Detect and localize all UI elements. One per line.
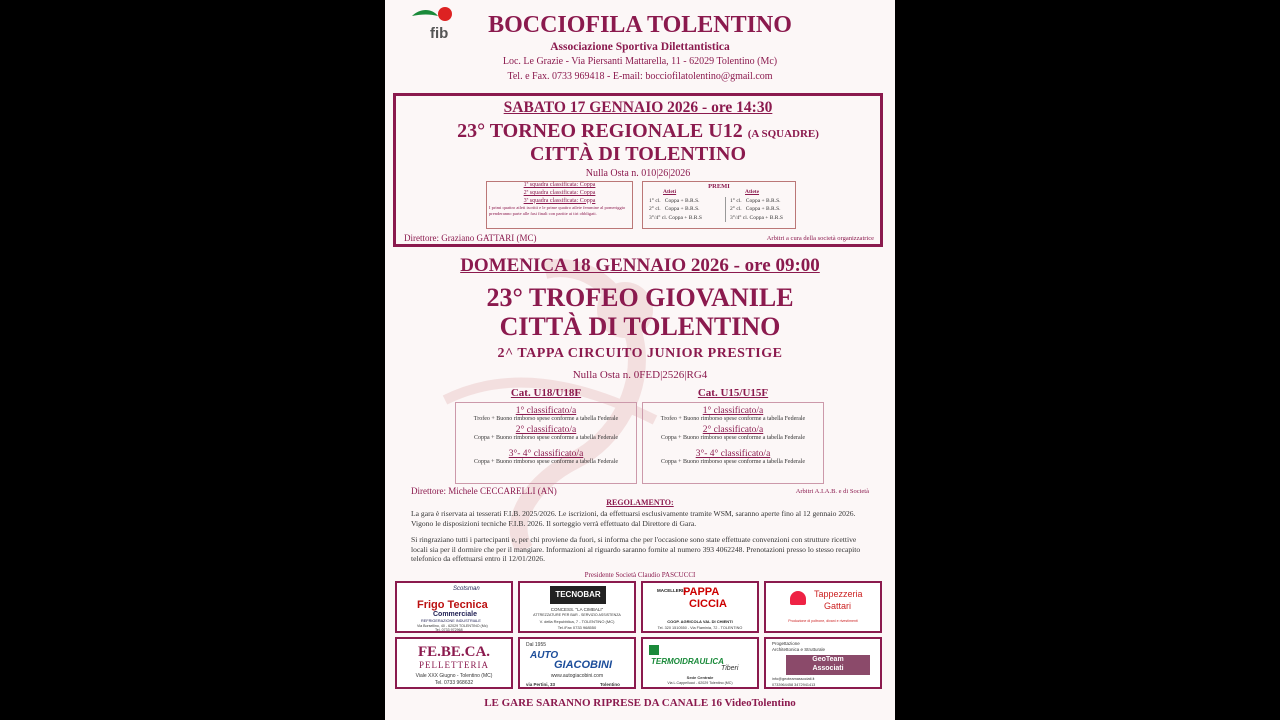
prize-place: 2° classificato/a (515, 425, 577, 435)
event1-referees: Arbitri a cura della società organizzatrice (766, 235, 874, 242)
sponsor-name1: GeoTeam (812, 656, 844, 663)
premi-title: PREMI (708, 183, 730, 190)
footer-broadcast-note: LE GARE SARANNO RIPRESE DA CANALE 16 VideoTolentino (484, 697, 796, 709)
sponsor-name2: GIACOBINI (554, 659, 613, 671)
prize-desc: Trofeo + Buono rimborso spese conforme a tabella Federale (660, 416, 806, 422)
event2-title (385, 283, 895, 341)
sponsor-name2: Gattari (824, 601, 852, 611)
event1-box (393, 93, 883, 247)
event1-individual-prizes (642, 181, 796, 229)
event1-title-main: 23° TORNEO REGIONALE U12 (457, 120, 743, 142)
atlete-row: 3°/4° cl. Coppa + B.R.S (730, 214, 783, 221)
event1-director: Direttore: Graziano GATTARI (MC) (404, 233, 537, 243)
sponsor-tel: Tel. 0733 972968 (435, 628, 463, 632)
atlete-row: 2° cl. Coppa + B.R.S. (730, 206, 781, 213)
sponsor-tappezzeria-gattari (764, 581, 882, 633)
team-prize-3: 3ª squadra classificata: Coppa (523, 197, 596, 204)
sponsor-autogiacobini (518, 637, 636, 689)
sponsor-mail: info@geoteamassociati.it (772, 677, 815, 681)
team-prize-note: I primi quattro atleti iscritti e le prime quattro atlete femmine al pomeriggio prenderanno parte alle fasi finali con partite ai tiri obbligati. (489, 205, 626, 217)
svg-text:fib: fib (430, 25, 449, 42)
prize-desc: Coppa + Buono rimborso spese conforme a tabella Federale (660, 459, 805, 465)
atleti-row: 1° cl. Coppa + B.R.S. (649, 198, 700, 204)
geoteam-banner (786, 655, 870, 675)
sponsor-line1: CONCESS. "LA CIMBALI" (550, 607, 604, 612)
regolamento-title: REGOLAMENTO: (606, 498, 674, 507)
atleti-row: 3°/4° cl. Coppa + B.R.S (649, 214, 702, 221)
sponsor-name: FE.BE.CA. (417, 644, 491, 660)
atlete-list (725, 197, 798, 222)
category-u18-prizes (455, 402, 637, 484)
regolamento-p2: Si ringraziano tutti i partecipanti e, per chi proviene da fuori, si informa che per l'occasione sono state effettuate convenzioni con strutture ricettive locali sia per il dormire che per il mangiare. Informazioni al riguardo saranno fornite al numero 393 4062248. Prenotazioni presso lo stesso recapito telefonico da effettuarsi entro il 12/01/2026. (411, 535, 861, 563)
sponsor-name: TECNOBAR (550, 586, 606, 604)
event1-nulla-osta: Nulla Osta n. 010|26|2026 (585, 168, 691, 179)
atlete-header: Atlete (745, 189, 760, 195)
sponsor-name1: Tappezzeria (814, 589, 863, 599)
sponsor-line2: ATTREZZATURE PER BAR - SERVIZIO ASSISTENZA (533, 613, 621, 617)
sponsor-head1: Progettazione (772, 641, 800, 646)
armchair-icon (790, 591, 806, 605)
president: Presidente Società Claudio PASCUCCI (584, 571, 696, 579)
prize-desc: Trofeo + Buono rimborso spese conforme a tabella Federale (473, 416, 619, 422)
termoidraulica-logo-icon (649, 645, 659, 655)
event2-date: DOMENICA 18 GENNAIO 2026 - ore 09:00 (460, 255, 820, 276)
prize-place: 1° classificato/a (702, 406, 764, 416)
contacts: Tel. e Fax. 0733 969418 - E-mail: bocciofilatolentino@gmail.com (507, 71, 773, 82)
org-name: BOCCIOFILA TOLENTINO (488, 12, 792, 38)
sponsor-febeca (395, 637, 513, 689)
atleti-row: 2° cl. Coppa + B.R.S. (649, 206, 700, 213)
category-u15-label: Cat. U15/U15F (697, 387, 769, 399)
sponsor-name: TERMOIDRAULICA (651, 657, 724, 666)
sponsor-line: REFRIGERAZIONE INDUSTRIALE (421, 619, 481, 623)
team-prize-1: 1ª squadra classificata: Coppa (523, 182, 596, 188)
poster (385, 0, 895, 720)
prize-desc: Coppa + Buono rimborso spese conforme a tabella Federale (473, 459, 618, 465)
atlete-row: 1° cl. Coppa + B.R.S. (730, 198, 781, 204)
regolamento-p1: La gara è riservata ai tesserati F.I.B. 2025/2026. Le iscrizioni, da effettuarsi esclusivamente tramite WSM, saranno aperte fino al 12 gennaio 2026. Vigono le disposizioni tecniche F.I.B. 2026. Il sorteggio verrà effettuato dal Direttore di Gara. (411, 509, 856, 528)
sponsor-city: Tolentino (600, 682, 620, 687)
event1-title-suffix: (A SQUADRE) (747, 128, 819, 140)
event1-team-prizes (486, 181, 633, 229)
event2-title-line1: 23° TROFEO GIOVANILE (486, 283, 794, 312)
sponsor-addr: via Pertini, 33 (526, 682, 556, 687)
sponsor-addr: Via Borsellino, 40 - 62029 TOLENTINO (Mc) (417, 624, 488, 628)
sponsor-name1: PAPPA (683, 586, 720, 598)
sponsor-pappaciccia (641, 581, 759, 633)
atleti-list (649, 197, 717, 222)
sponsor-name1: AUTO (530, 650, 559, 661)
prize-desc: Coppa + Buono rimborso spese conforme a tabella Federale (660, 435, 805, 441)
prize-place: 3°- 4° classificato/a (695, 449, 771, 459)
sponsor-name2: Tiberi (721, 665, 739, 672)
sponsor-since: Dal 1955 (526, 642, 547, 648)
address: Loc. Le Grazie - Via Piersanti Mattarella, 11 - 62029 Tolentino (Mc) (502, 56, 778, 67)
sponsor-tel: Tel. 0733 968632 (434, 680, 474, 686)
sponsor-tel: 0733964458 3472941413 (772, 683, 816, 687)
sponsor-web: www.autogiacobini.com (550, 673, 604, 679)
team-prize-2: 2ª squadra classificata: Coppa (523, 189, 596, 196)
sponsor-addr: Via L.Cappellucci - 62029 Tolentino (MC) (667, 681, 733, 685)
event2-nulla-osta: Nulla Osta n. 0FED|2526|RG4 (572, 369, 708, 381)
sponsor-pre: MACELLERIA (657, 588, 687, 593)
sponsor-geoteam (764, 637, 882, 689)
event1-title2: CITTÀ DI TOLENTINO (530, 143, 746, 165)
sponsor-head2: Architettonica e Strutturale (772, 647, 826, 652)
event1-date: SABATO 17 GENNAIO 2026 - ore 14:30 (503, 99, 773, 116)
event2-director: Direttore: Michele CECCARELLI (AN) (411, 486, 557, 496)
category-u15-prizes (642, 402, 824, 484)
event2-circuit: 2^ TAPPA CIRCUITO JUNIOR PRESTIGE (497, 346, 783, 361)
sponsor-addr: Viale XXX Giugno - Tolentino (MC) (415, 673, 493, 679)
prize-place: 1° classificato/a (515, 406, 577, 416)
event1-title (396, 120, 880, 143)
prize-place: 2° classificato/a (702, 425, 764, 435)
sponsor-frigotecnica (395, 581, 513, 633)
prize-desc: Coppa + Buono rimborso spese conforme a tabella Federale (473, 435, 618, 441)
sponsor-tel: Tel. 320 1510550 - Via Flaminia, 72 - TOLENTINO (657, 626, 743, 630)
sponsor-sub: Commerciale (433, 611, 477, 618)
prize-place: 3°- 4° classificato/a (508, 449, 584, 459)
sponsor-addr: V. della Repubblica, 7 - TOLENTINO (MC) (539, 619, 615, 624)
sponsor-line: COOP. AGRICOLA VAL DI CHIENTI (667, 619, 733, 624)
sponsor-line: Sede Centrale (686, 675, 714, 680)
event2-title-line2: CITTÀ DI TOLENTINO (499, 312, 781, 341)
category-u18-label: Cat. U18/U18F (510, 387, 582, 399)
sponsor-tel: Tel./Fax 0733 968550 (557, 625, 597, 630)
sponsor-name2: Associati (812, 665, 844, 672)
sponsor-brand: Scotsman (453, 586, 480, 592)
sponsor-sub: PELLETTERIA (419, 660, 489, 670)
atleti-header: Atleti (663, 189, 677, 195)
sponsor-termoidraulica (641, 637, 759, 689)
sponsor-tecnobar (518, 581, 636, 633)
association-type: Associazione Sportiva Dilettantistica (550, 41, 730, 53)
sponsor-name2: CICCIA (689, 598, 727, 610)
sponsor-line: Produzione di poltrone, divani e rivestimenti (788, 619, 858, 623)
event2-referees: Arbitri A.I.A.B. e di Società (795, 488, 869, 495)
sponsor-name: Frigo Tecnica (417, 599, 488, 611)
